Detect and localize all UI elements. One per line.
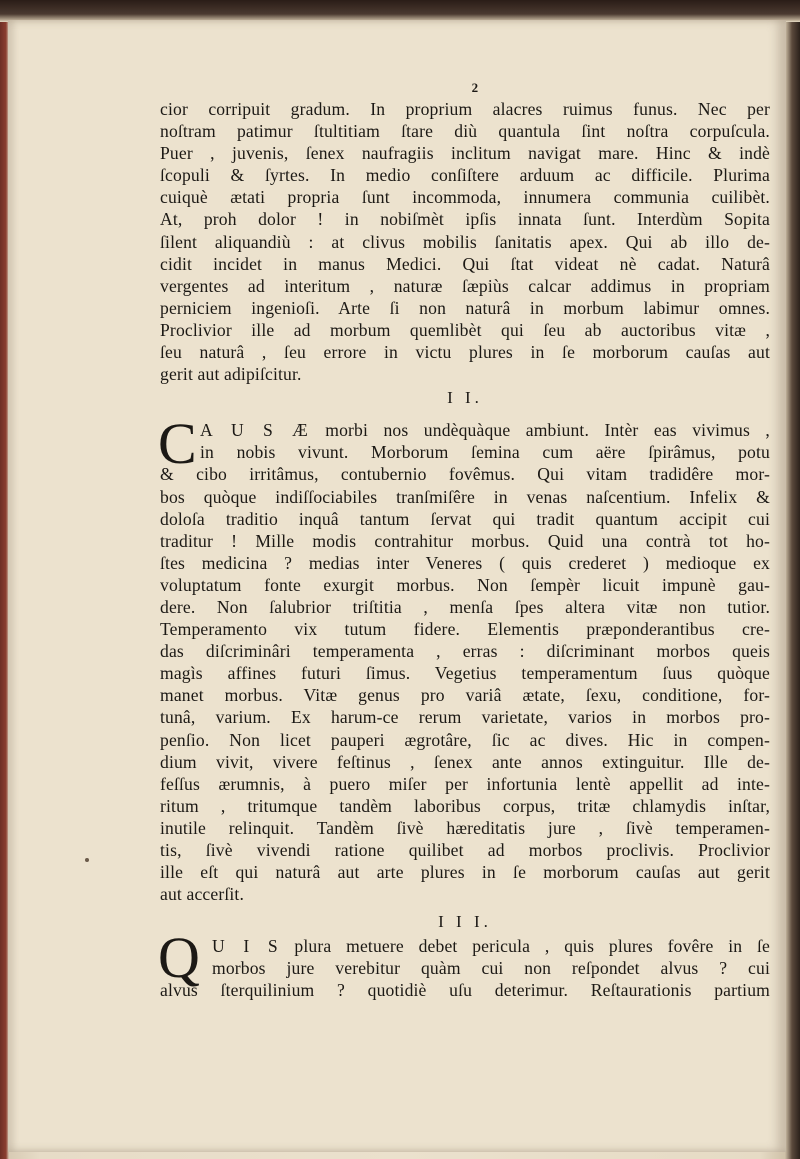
- text-line: tunâ, varium. Ex harum-ce rerum varietate, varios in morbos pro-: [160, 707, 770, 728]
- dropcap-c: C: [158, 411, 197, 477]
- text-line: ille eſt qui naturâ aut arte plures in ſe morborum cauſas aut gerit: [160, 862, 770, 883]
- text-line-rest: morbi nos undèquàque ambiunt. Intèr eas vivimus ,: [325, 420, 770, 441]
- text-line: cidit incidet in manus Medici. Qui ſtat videat nè cadat. Naturâ: [160, 253, 770, 274]
- text-line: cior corripuit gradum. In proprium alacres ruimus funus. Nec per: [160, 99, 770, 119]
- text-line: [160, 419, 770, 441]
- text-line: in nobis vivunt. Morborum ſemina cum aëre ſpirâmus, potu: [200, 442, 770, 463]
- text-line: doloſa traditio inquâ tantum ſervat qui tradit quantum accipit cui: [160, 508, 770, 529]
- text-line: dium vivit, vivere feſtinus , ſenex ante annos extinguitur. Ille de-: [160, 751, 770, 772]
- text-line: Temperamento vix tutum fidere. Elementis præponderantibus cre-: [160, 619, 770, 640]
- text-line: dere. Non ſalubrior triſtitia , menſa ſpes altera vitæ non tutior.: [160, 596, 770, 617]
- text-line: aut accerſit.: [160, 884, 244, 905]
- text-line: morbos jure verebitur quàm cui non reſpondet alvus ? cui: [212, 958, 770, 979]
- intro-paragraph: [160, 98, 770, 385]
- text-line: penſio. Non licet pauperi ægrotâre, ſic ac dives. Hic in compen-: [160, 729, 770, 750]
- text-line: alvus ſterquilinium ? quotidiè uſu deterimur. Reſtaurationis partium: [160, 980, 770, 1001]
- text-line: bos quòque indiſſociabiles tranſmiſêre in venas naſcentium. Infelix &: [160, 486, 770, 507]
- text-line: ſtes medicina ? medias inter Veneres ( quis crederet ) medioque ex: [160, 552, 770, 573]
- text-line: ſeu naturâ , ſeu errore in victu plures in ſe morborum cauſas aut: [160, 342, 770, 363]
- text-line: feſſus ærumnis, à puero miſer per infortunia lentè appellit ad inte-: [160, 773, 770, 794]
- text-line: noſtram patimur ſtultitiam ſtare diù quantula ſint noſtra corpuſcula.: [160, 121, 770, 142]
- book-top-edge: [0, 0, 800, 22]
- ink-spot: [85, 858, 89, 862]
- section-numeral-2: I I.: [447, 388, 483, 408]
- text-line: & cibo irritâmus, contubernio fovêmus. Qui vitam tradidêre mor-: [160, 464, 770, 485]
- text-line: [160, 935, 770, 957]
- text-line: voluptatum fonte exurgit morbus. Non ſempèr licuit impunè gau-: [160, 574, 770, 595]
- text-line: magìs affines futuri ſimus. Vegetius temperamentum ſuus quòque: [160, 663, 770, 684]
- section-numeral-3: I I I.: [438, 912, 492, 932]
- text-line: At, proh dolor ! in nobiſmèt ipſis innata ſunt. Interdùm Sopita: [160, 209, 770, 230]
- dropcap-q: Q: [158, 925, 201, 991]
- text-line: tis, ſivè vivendi ratione quilibet ad morbos proclivis. Proclivior: [160, 840, 770, 860]
- section-3: [158, 925, 770, 1001]
- text-line: manet morbus. Vitæ genus pro variâ ætate, ſexu, conditione, for-: [160, 685, 770, 706]
- text-line: das diſcriminâri temperamenta , erras : diſcriminant morbos queis: [160, 641, 770, 662]
- text-line: perniciem ingenioſi. Arte ſi non naturâ in morbum labimur omnes.: [160, 297, 770, 318]
- text-line: traditur ! Mille modis contrahitur morbus. Quid una contrà tot ho-: [160, 530, 770, 551]
- text-line-rest: plura metuere debet pericula , quis plures fovêre in ſe: [294, 936, 770, 957]
- section-2: [158, 411, 770, 905]
- text-line: inutile relinquit. Tandèm ſivè hæreditatis jure , ſivè temperamen-: [160, 817, 770, 838]
- section-3-lines: [160, 935, 770, 1001]
- text-line: Proclivior ille ad morbum quemlibèt qui ſeu ab auctoribus vitæ ,: [160, 319, 770, 340]
- section-first-word: U I S: [212, 936, 280, 957]
- section-2-lines: [160, 419, 770, 905]
- text-line: cuiquè ætati propria ſunt incommoda, innumera communia cuilibèt.: [160, 187, 770, 208]
- text-line: gerit aut adipiſcitur.: [160, 364, 302, 385]
- text-line: vergentes ad interitum , naturæ ſæpiùs calcar addimus in propriam: [160, 275, 770, 296]
- text-line: ſilent aliquandiù : at clivus mobilis ſanitatis apex. Qui ab illo de-: [160, 231, 770, 252]
- text-line: ritum , tritumque tandèm laboribus corpus, tritæ chlamydis inſtar,: [160, 795, 770, 816]
- text-line: ſcopuli & ſyrtes. In medio conſiſtere arduum ac difficile. Plurima: [160, 165, 770, 186]
- section-first-word: A U S Æ: [200, 420, 310, 441]
- text-line: Puer , juvenis, ſenex naufragiis inclitum navigat mare. Hinc & indè: [160, 143, 770, 164]
- page-number: 2: [471, 80, 479, 95]
- page-text: [160, 78, 770, 1002]
